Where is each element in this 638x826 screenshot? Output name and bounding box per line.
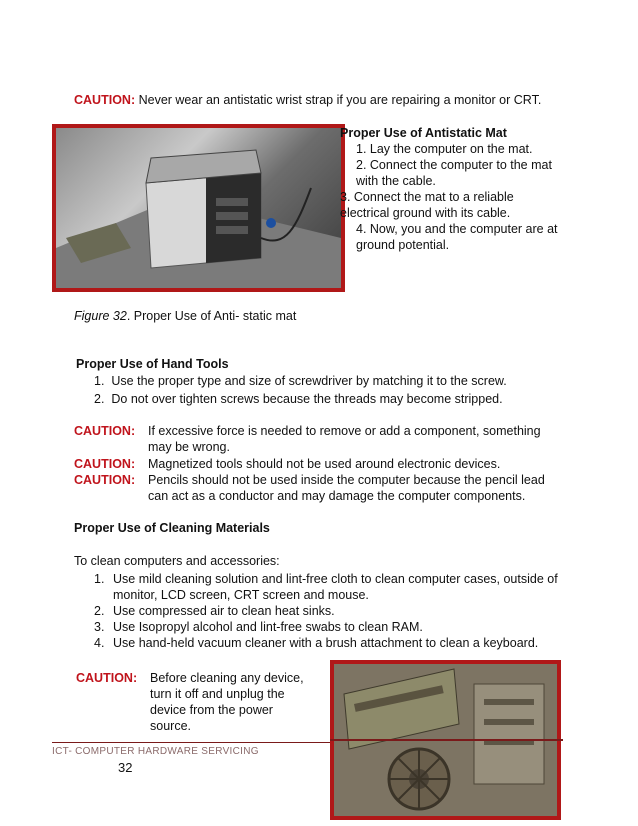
list-text: Use Isopropyl alcohol and lint-free swabs to clean RAM. (113, 620, 423, 634)
list-num: 4. (94, 636, 105, 650)
caution-label: CAUTION: (74, 473, 136, 487)
list-item (94, 603, 558, 619)
antistatic-mat-photo (52, 124, 345, 292)
caution-label: CAUTION: (74, 93, 136, 107)
caution-label: CAUTION: (74, 457, 136, 471)
caution-text (150, 670, 304, 734)
list-line: Use mild cleaning solution and lint-free cloth to clean computer cases, outside of (113, 572, 558, 586)
list-text (113, 571, 558, 603)
caution-line: device from the power (150, 703, 273, 717)
list-item (94, 373, 507, 389)
list-item (94, 635, 558, 651)
mat-step: 2. Connect the computer to the mat (356, 158, 552, 172)
caution-line: Pencils should not be used inside the computer because the pencil lead (148, 473, 545, 487)
footer-course: ICT- COMPUTER HARDWARE SERVICING (52, 746, 259, 757)
computer-on-mat-illustration (56, 128, 341, 288)
mat-instructions (340, 125, 558, 253)
cleaning-list (94, 571, 558, 651)
mat-step: 3. Connect the mat to a reliable (340, 190, 514, 204)
list-num: 2. (94, 392, 105, 406)
caution-line: may be wrong. (148, 440, 230, 454)
cleaning-title: Proper Use of Cleaning Materials (74, 521, 270, 535)
footer-rule (52, 742, 330, 743)
caution-text (148, 423, 541, 455)
caution-line: turn it off and unplug the (150, 687, 285, 701)
cleaning-intro: To clean computers and accessories: (74, 554, 280, 568)
caution-top (74, 92, 541, 108)
caution-line: can act as a conductor and may damage the computer components. (148, 489, 526, 503)
figure-label: Figure 32 (74, 309, 127, 323)
mat-step: 1. Lay the computer on the mat. (356, 142, 533, 156)
list-item (94, 619, 558, 635)
page-number: 32 (118, 760, 133, 775)
caution-text: Never wear an antistatic wrist strap if you are repairing a monitor or CRT. (138, 93, 542, 107)
caution-line: Magnetized tools should not be used around electronic devices. (148, 457, 501, 471)
hand-tools-list (94, 373, 507, 407)
mat-step: with the cable. (356, 174, 436, 188)
caution-text (148, 456, 500, 472)
list-num: 3. (94, 620, 105, 634)
caution-label: CAUTION: (74, 424, 136, 438)
list-text: Do not over tighten screws because the threads may become stripped. (111, 392, 503, 406)
list-num: 2. (94, 604, 105, 618)
mat-step: ground potential. (356, 238, 450, 252)
list-num: 1. (94, 572, 105, 586)
figure-caption (74, 308, 296, 324)
list-item (94, 391, 507, 407)
footer-rule-right (330, 739, 563, 741)
mat-step: 4. Now, you and the computer are at (356, 222, 558, 236)
caution-line: If excessive force is needed to remove or add a component, something (148, 424, 541, 438)
mat-step: electrical ground with its cable. (340, 206, 511, 220)
caution-line: source. (150, 719, 191, 733)
caution-text (148, 472, 545, 504)
mat-title: Proper Use of Antistatic Mat (340, 126, 507, 140)
list-text: Use compressed air to clean heat sinks. (113, 604, 335, 618)
list-line: monitor, LCD screen, CRT screen and mouse. (113, 588, 369, 602)
list-item (94, 571, 558, 603)
hand-tools-title: Proper Use of Hand Tools (76, 357, 229, 371)
list-text: Use hand-held vacuum cleaner with a brush attachment to clean a keyboard. (113, 636, 539, 650)
figure-text: . Proper Use of Anti- static mat (126, 309, 297, 323)
caution-line: Before cleaning any device, (150, 671, 304, 685)
list-text: Use the proper type and size of screwdriver by matching it to the screw. (111, 374, 507, 388)
list-num: 1. (94, 374, 105, 388)
caution-label: CAUTION: (76, 671, 138, 685)
